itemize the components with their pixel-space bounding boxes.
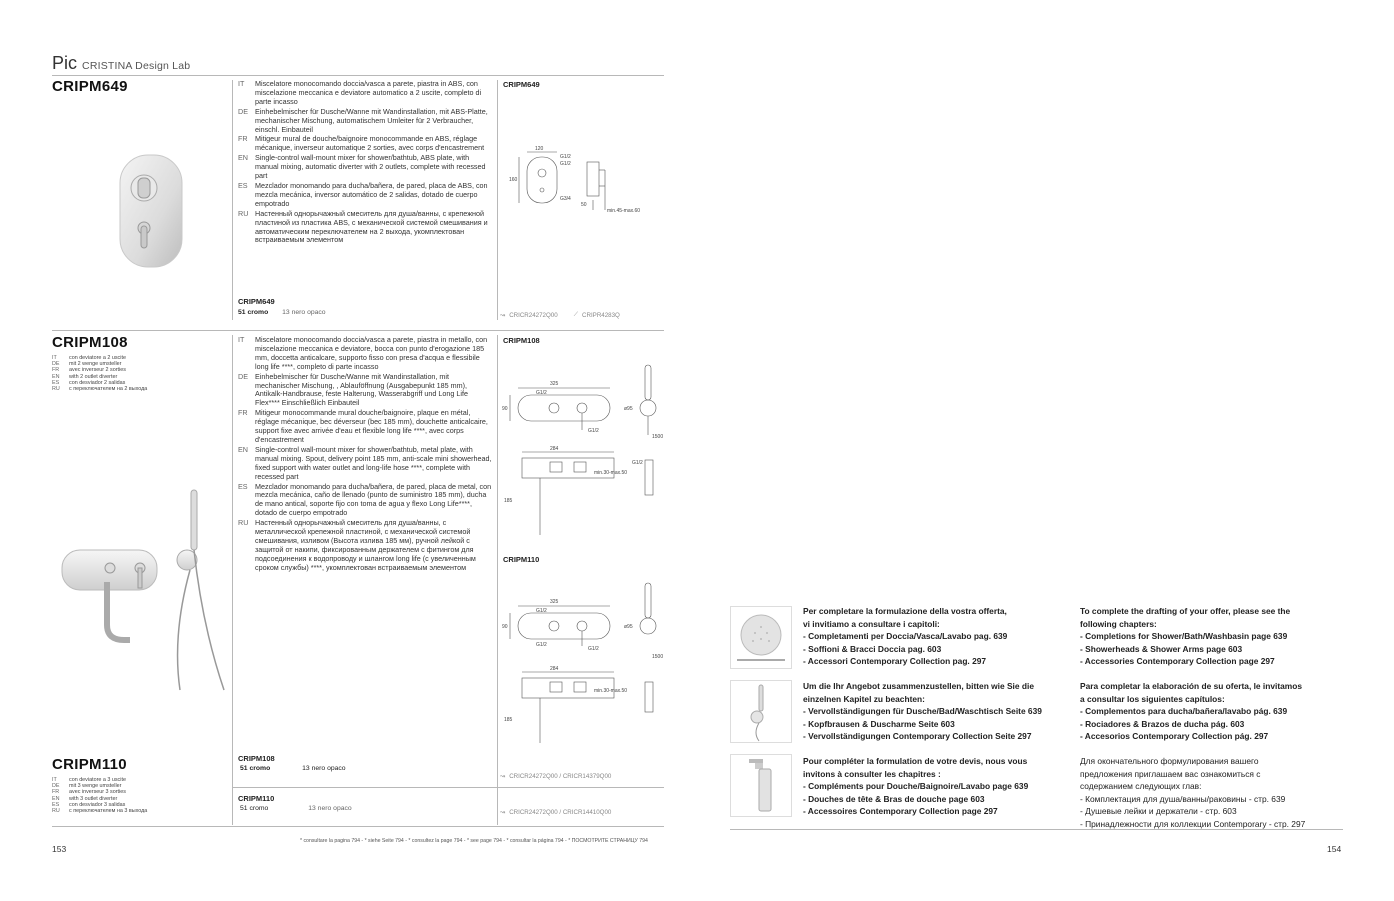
finish-row	[240, 805, 352, 812]
dim-label: G1/2	[632, 460, 643, 466]
footnote: * consultare la pagina 794 - * siehe Seite 794 - * consultez la page 794 - * see page 794 - * consultar la página 794 - * ПОСМОТРИТЕ СТРАНИЦУ 794	[300, 838, 648, 844]
order-code: CRIPM108	[238, 754, 275, 763]
ref-block-de: Um die Ihr Angebot zusammenzustellen, bitten wie Sie die einzelnen Kapitel zu beachten: - Vervollständigungen für Dusche/Bad/Waschtisch Seite 639 - Kopfbrausen & Duscharme Seite 603 - Vervollständigungen Contemporary Collection Seite 297	[803, 681, 1042, 742]
dim-label: G1/2	[536, 608, 547, 614]
product-title: CRIPM110	[52, 756, 127, 773]
column-divider	[497, 80, 498, 320]
dim-label: G1/2	[588, 646, 599, 652]
dim-label: 185	[504, 498, 513, 504]
handshower-image	[731, 681, 791, 742]
dispenser-image	[731, 755, 791, 816]
accessory-code: CRICR24272Q00 / CRICR14410Q00	[509, 809, 612, 816]
thumb-showerhead	[730, 606, 792, 669]
dim-label: 284	[550, 446, 559, 452]
dim-label: min.30-max.50	[594, 688, 628, 694]
dim-label: 325	[550, 381, 559, 387]
dim-label: G1/2	[588, 428, 599, 434]
dim-label: 1500	[652, 434, 664, 440]
dim-label: G1/2	[536, 390, 547, 396]
dim-label: min.45-max.60	[607, 208, 641, 214]
ref-block-it: Per completare la formulazione della vostra offerta, vi invitiamo a consultare i capitoli: - Completamenti per Doccia/Vasca/Lavabo pag. 639 - Soffioni & Bracci Doccia pag. 603 - Accessori Contemporary Collection pag. 297	[803, 606, 1008, 667]
dim-label: G1/2	[536, 642, 547, 648]
accessory-row	[500, 773, 611, 780]
dim-label: G1/2	[560, 161, 571, 167]
finish-row	[240, 765, 346, 772]
finish-alt: 13 nero opaco	[308, 805, 352, 812]
description-cripm649: IT Miscelatore monocomando doccia/vasca a parete, piastra in ABS, con miscelazione meccanica e deviatore automatico a 2 uscite, completo di parte incasso DE Einhebelmischer für Dusche/Wanne mit Wandinstallation, mit ABS-Platte, mechanischer Mischung, automatischem Umleiter für 2 Verbraucher, einschl. Einbauteil FR Mitigeur mural de douche/baignoire monocommande en ABS, réglage mécanique, inverseur automatique 2 sorties, avec corps d'encastrement EN Single-control wall-mount mixer for shower/bathtub, ABS plate, with manual mixing, automatic diverter with 2 outlets, complete with recessed part ES Mezclador monomando para ducha/bañera, de pared, placa de ABS, con mezcla mecánica, inversor automático de 2 salidas, dotado de cuerpo empotrado RU Настенный однорычажный смеситель для душа/ванны, с крепежной пластиной из пластика ABS, с механической системой смешивания и автоматическим переключателем на 2 выхода, укомплектован встраиваемым элементом	[238, 79, 488, 245]
ref-block-ru: Для окончательного формулирования вашего предложения приглашаем вас ознакомиться с содержанием следующих глав: - Комплектация для душа/ванны/раковины - стр. 639 - Душевые лейки и держатели - стр. 603 - Принадлежности для коллекции Contemporary - стр. 297	[1080, 756, 1306, 829]
brand-header	[52, 53, 190, 74]
variant-list: IT con deviatore a 3 uscite DE mit 3 wenge umsteller FR avec inverseur 3 sorties EN with 3 outlet diverter ES con desviador 3 salidas RU с переключателем на 3 выхода	[52, 777, 148, 815]
technical-drawing-cripm108	[500, 360, 665, 545]
description-cripm108: IT Miscelatore monocomando doccia/vasca a parete, piastra in metallo, con miscelazione meccanica e deviatore, bocca con punto d'erogazione 185 mm, doccetta anticalcare, supporto fisso con presa d'acqua e flessibile long life ****, completo di parte incasso DE Einhebelmischer für Dusche/Wanne mit Wandinstallation, mit mechanischer Mischung, , Ablauföffnung (Ausgabepunkt 185 mm), Antikalk-Handbrause, feste Halterung, Wasserabgriff und Long Life Flex**** Einschließlich Einbauteil FR Mitigeur monocommande mural douche/baignoire, plaque en métal, réglage mécanique, bec déverseur (bec 185 mm), douchette anticalcaire, support fixe avec arrivée d'eau et flexible long life ****, avec corps d'encastrement EN Single-control wall-mount mixer for shower/bathtub, metal plate, with manual mixing. Spout, delivery point 185 mm, anti-scale mini showerhead, fixed support with water outlet and long-life hose ****, complete with recessed part ES Mezclador monomando para ducha/bañera, de pared, placa de metal, con mezcla mecánica, caño de llenado (punto de suministro 185 mm), ducha de mano antical, soporte fijo con toma de agua y flexo Long Life****, dotado de cuerpo empotrado RU Настенный однорычажный смеситель для душа/ванны, с металлической крепежной пластиной, с механической системой смешивания, изливом (Высота излива 185 мм), ручной лейкой с защитой от накипи, фиксированным держателем с фитингом для подсоединения к водопроводу и шлангом long life (с увеличенным сроком службы) ****, укомплектован встраиваемым элементом	[238, 335, 492, 572]
showerhead-image	[731, 607, 791, 668]
column-divider	[232, 335, 233, 825]
dim-label: 160	[509, 177, 518, 183]
finish-alt: 13 nero opaco	[302, 765, 346, 772]
mixer-set-illustration	[52, 485, 232, 695]
ref-block-es: Para completar la elaboración de su oferta, le invitamos a consultar los siguientes capítulos: - Complementos para ducha/bañera/lavabo pág. 639 - Rociadores & Brazos de ducha pág. 603 - Accesorios Contemporary Collection pág. 297	[1080, 681, 1303, 742]
thumb-dispenser	[730, 754, 792, 817]
dim-label: G3/4	[560, 196, 571, 202]
accessory-code: CRICR24272Q00	[509, 311, 558, 319]
section-divider	[52, 330, 664, 331]
order-code: CRIPM110	[238, 794, 275, 803]
column-divider	[232, 80, 233, 320]
dim-label: min.30-max.50	[594, 470, 628, 476]
dim-label: 50	[581, 202, 587, 208]
hose-icon: ↝	[500, 773, 506, 780]
page-number-left: 153	[52, 844, 67, 854]
dimension-drawing	[500, 578, 665, 748]
accessory-code: CRIPR4283Q	[582, 311, 620, 319]
technical-drawing-cripm110	[500, 578, 665, 748]
drawing-label: CRIPM110	[503, 555, 540, 564]
variant-list: IT con deviatore a 2 uscite DE mit 2 wenge umsteller FR avec inverseur 2 sorties EN with 2 outlet diverter ES con desviador 2 salidas RU с переключателем на 2 выхода	[52, 355, 148, 393]
finish-code: 51 cromo	[238, 309, 269, 316]
dim-label: 90	[502, 624, 508, 630]
dimension-drawing	[505, 140, 655, 220]
order-code: CRIPM649	[238, 297, 275, 306]
dimension-drawing	[500, 360, 665, 545]
dim-label: 90	[502, 406, 508, 412]
page-number-right: 154	[1327, 844, 1342, 854]
dim-label: G1/2	[560, 154, 571, 160]
dim-label: 120	[535, 146, 544, 152]
accessory-row	[500, 809, 611, 816]
product-title: CRIPM649	[52, 78, 128, 95]
hose-icon: ↝	[500, 311, 506, 319]
footer-divider	[730, 829, 1343, 830]
header-divider	[52, 75, 664, 76]
brand-name: Pic	[52, 53, 78, 73]
hose-icon: ↝	[500, 809, 506, 816]
drawing-label: CRIPM108	[503, 336, 540, 345]
finish-code: 51 cromo	[240, 765, 271, 772]
dim-label: 284	[550, 666, 559, 672]
product-title: CRIPM108	[52, 334, 128, 351]
ref-block-en: To complete the drafting of your offer, please see the following chapters: - Completions for Shower/Bath/Washbasin page 639 - Showerheads & Shower Arms page 603 - Accessories Contemporary Collection page 297	[1080, 606, 1291, 667]
column-divider	[497, 335, 498, 825]
thumb-handshower	[730, 680, 792, 743]
finish-row	[238, 309, 326, 316]
drawing-label: CRIPM649	[503, 80, 540, 89]
footer-divider	[52, 826, 664, 827]
dim-label: 325	[550, 599, 559, 605]
finish-alt: 13 nero opaco	[282, 309, 326, 316]
handshower-icon: ⟋	[573, 311, 579, 318]
dim-label: 185	[504, 717, 513, 723]
accessory-code: CRICR24272Q00 / CRICR14379Q00	[509, 773, 612, 780]
finish-code: 51 cromo	[240, 805, 269, 812]
brand-lab: CRISTINA Design Lab	[82, 60, 191, 72]
product-image-cripm649	[100, 140, 200, 280]
mixer-plate-illustration	[100, 140, 200, 280]
technical-drawing-cripm649	[505, 140, 655, 220]
dim-label: ø95	[624, 624, 633, 630]
section-divider	[232, 787, 664, 788]
accessory-row	[500, 311, 620, 319]
dim-label: 1500	[652, 654, 664, 660]
dim-label: ø95	[624, 406, 633, 412]
ref-block-fr: Pour compléter la formulation de votre devis, nous vous invitons à consulter les chapitres : - Compléments pour Douche/Baignoire/Lavabo page 639 - Douches de tête & Bras de douche page 603 - Accessoires Contemporary Collection page 297	[803, 756, 1029, 817]
product-image-cripm108	[52, 485, 232, 695]
